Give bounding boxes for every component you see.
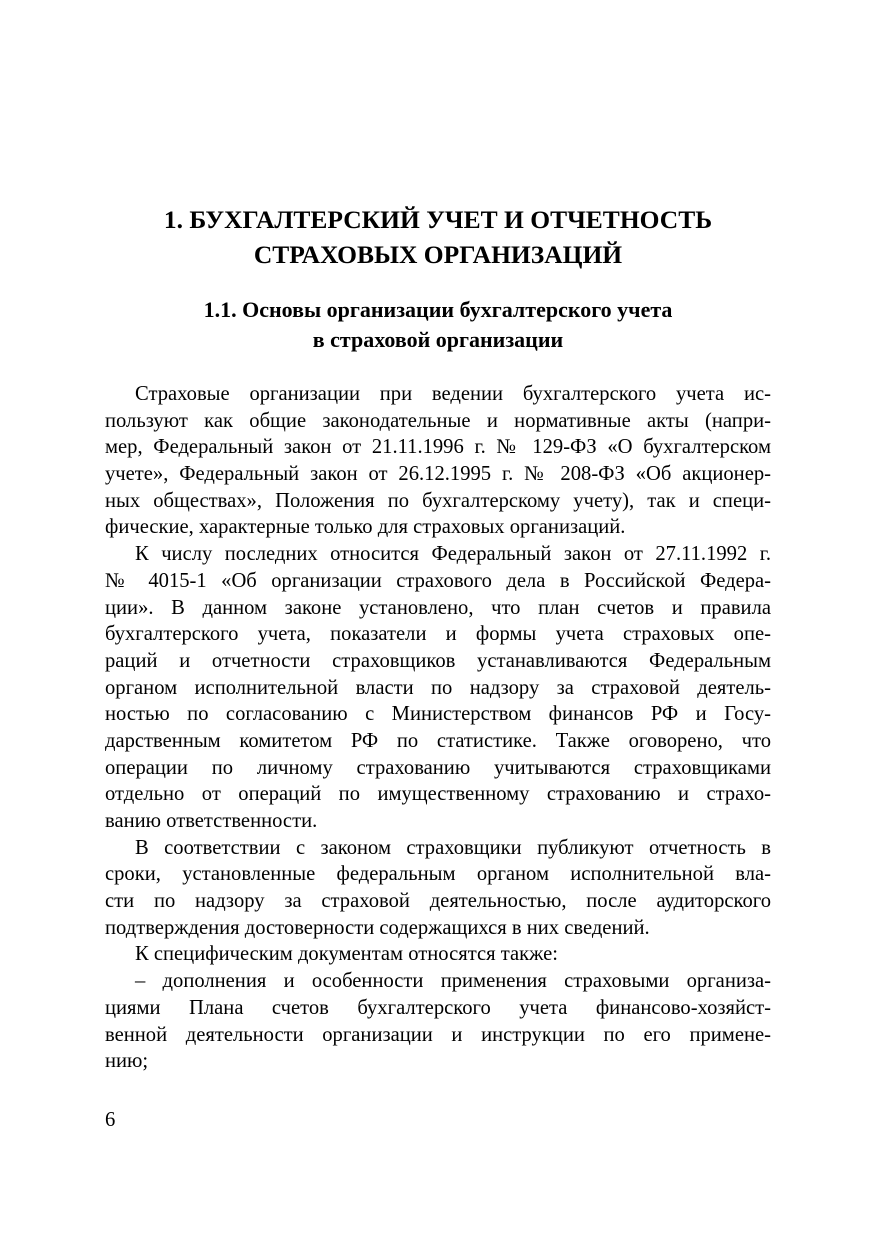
chapter-title-line-1: 1. БУХГАЛТЕРСКИЙ УЧЕТ И ОТЧЕТНОСТЬ (163, 205, 713, 234)
text-line: № 4015-1 «Об организации страхового дела в Российской Федера- (105, 569, 771, 592)
text-line: – дополнения и особенности применения страховыми организа- (135, 970, 771, 993)
text-line: Страховые организации при ведении бухгалтерского учета ис- (135, 383, 771, 405)
section-title-line-2: в страховой организации (312, 327, 564, 352)
text-line: бухгалтерского учета, показатели и формы учета страховых опе- (105, 623, 771, 646)
text-line: сти по надзору за страховой деятельностью, после аудиторского (105, 890, 771, 913)
text-line: венной деятельности организации и инструкции по его примене- (105, 1023, 771, 1046)
paragraph (105, 941, 771, 968)
text-line: ции». В данном законе установлено, что план счетов и правила (105, 596, 771, 619)
paragraph (105, 835, 771, 942)
text-line: пользуют как общие законодательные и нормативные акты (напри- (105, 409, 771, 432)
text-line: К числу последних относится Федеральный закон от 27.11.1992 г. (135, 543, 771, 566)
paragraph (105, 381, 771, 541)
text-line: фические, характерные только для страховых организаций. (105, 516, 626, 539)
body-text (105, 381, 771, 1075)
text-line: дарственным комитетом РФ по статистике. Также оговорено, что (105, 729, 771, 752)
text-line: сроки, установленные федеральным органом исполнительной вла- (105, 863, 771, 886)
text-line: мер, Федеральный закон от 21.11.1996 г. № 129-ФЗ «О бухгалтерском (105, 436, 771, 459)
text-line: учете», Федеральный закон от 26.12.1995 г. № 208-ФЗ «Об акционер- (105, 463, 771, 486)
text-line: операции по личному страхованию учитываются страховщиками (105, 756, 771, 779)
text-line: циями Плана счетов бухгалтерского учета финансово-хозяйст- (105, 996, 771, 1019)
text-line: раций и отчетности страховщиков устанавливаются Федеральным (105, 649, 771, 672)
text-line: ных обществах», Положения по бухгалтерскому учету), так и специ- (105, 489, 771, 512)
paragraph (105, 968, 771, 1075)
text-line: В соответствии с законом страховщики публикуют отчетность в (135, 836, 771, 859)
chapter-title (0, 202, 876, 272)
text-line: органом исполнительной власти по надзору за страховой деятель- (105, 676, 771, 699)
text-line: отдельно от операций по имущественному страхованию и страхо- (105, 783, 771, 806)
text-line: К специфическим документам относятся также: (135, 943, 558, 966)
page-number: 6 (105, 1109, 116, 1131)
text-line: ванию ответственности. (105, 810, 318, 832)
text-line: ностью по согласованию с Министерством финансов РФ и Госу- (105, 703, 771, 726)
text-line: нию; (105, 1050, 149, 1073)
chapter-title-line-2: СТРАХОВЫХ ОРГАНИЗАЦИЙ (253, 240, 623, 269)
section-title-line-1: 1.1. Основы организации бухгалтерского учета (203, 297, 673, 322)
text-line: подтверждения достоверности содержащихся в них сведений. (105, 916, 650, 939)
section-title (0, 295, 876, 355)
paragraph (105, 541, 771, 835)
